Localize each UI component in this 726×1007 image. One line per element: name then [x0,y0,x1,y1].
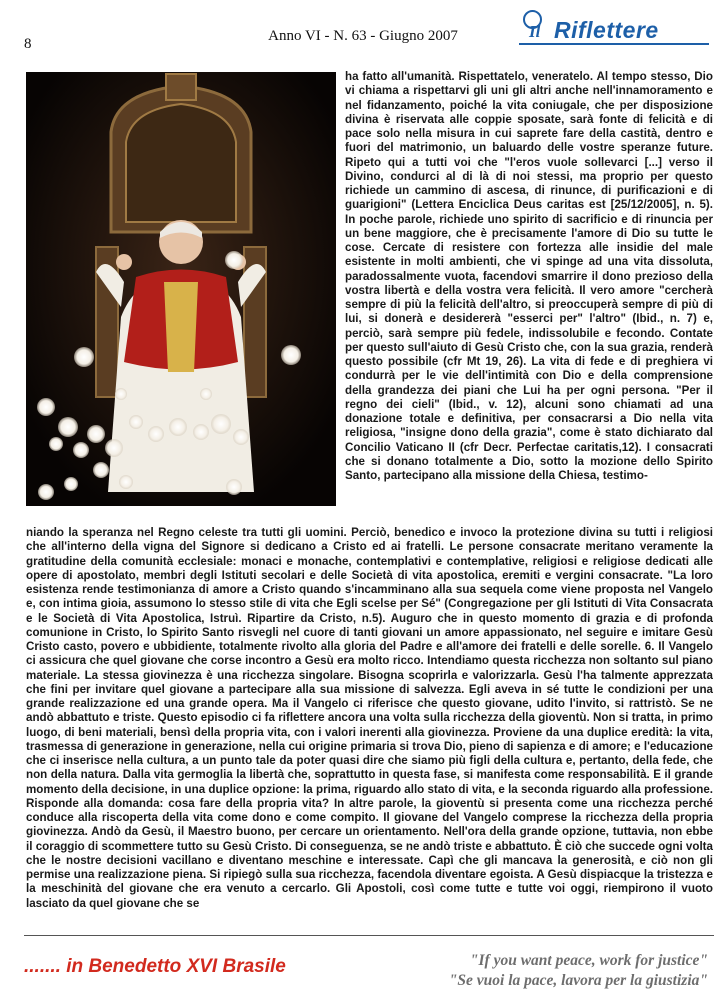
footer-title: ....... in Benedetto XVI Brasile [24,956,286,977]
masthead-name: Riflettere [554,17,659,43]
motto-italian: "Se vuoi la pace, lavora per la giustizia" [448,972,708,989]
page-number: 8 [24,36,32,52]
pope-photo [26,72,336,506]
masthead-underline [519,43,709,45]
article-paragraph-top: ha fatto all'umanità. Rispettatelo, veneratelo. Al tempo stesso, Dio vi chiama a rispettarvi gli uni gli altri anche nell'innamoramento e nel fidanzamento, poiché la vita coniugale, che per disposizione divina è riservata alle coppie sposate, sarà fonte di felicità e di pace solo nella misura in cui saprete fare della castità, dentro e fuori del matrimonio, un baluardo delle vostre speranze future. Ripeto qui a tutti voi che "l'eros vuole sollevarci [...] verso il Divino, condurci al di là di noi stessi, ma proprio per questo richiede un cammino di ascesa, di rinunce, di purificazioni e di guarigioni" (Lettera Enciclica Deus caritas est [25/12/2005], n. 5). In poche parole, richiede uno spirito di sacrificio e di rinuncia per un bene maggiore, che è precisamente l'amore di Dio su tutte le cose. Cercate di resistere con fortezza alle insidie del male esistente in molti ambienti, che vi spinge ad una vita dissoluta, paradossalmente vuota, facendovi smarrire il dono prezioso della vostra libertà e della vostra vera felicità. Il vero amore "cercherà sempre di più la felicità dell'altro, si preoccuperà sempre di più di lui, si donerà e desidererà "esserci per" l'altro" (Ibid., n. 7) e, perciò, sarà sempre più fedele, indissolubile e fecondo. Contate per questo sull'aiuto di Gesù Cristo che, con la sua grazia, renderà questo possibile (cfr Mt 19, 26). La vita di fede e di preghiera vi condurrà per le vie dell'intimità con Dio e della comprensione della grandezza dei piani che Lui ha per ogni persona. "Per il regno dei cieli" (Ibid., v. 12), alcuni sono chiamati ad una donazione totale e definitiva, per consacrarsi a Dio nella vita religiosa, "insigne dono della grazia", come è stato dichiarato dal Concilio Vaticano II (cfr Decr. Perfectae caritatis,12). I consacrati che si donano totalmente a Dio, sotto la mozione dello Spirito Santo, partecipano alla missione della Chiesa, testimo- [345,70,713,482]
masthead-logo [519,6,709,43]
motto-english: "If you want peace, work for justice" [469,952,708,969]
footer-divider [24,935,714,936]
pope-photo-illustration [26,72,336,506]
masthead-prefix: Il [529,22,541,41]
issue-info: Anno VI - N. 63 - Giugno 2007 [268,28,458,44]
article-column-bottom [26,526,713,911]
article-column-top [345,70,713,483]
article-paragraph-bottom: niando la speranza nel Regno celeste tra tutti gli uomini. Perciò, benedico e invoco la protezione divina su tutti i religiosi che all'interno della vigna del Signore si dedicano a Cristo ed ai fratelli. Le persone consacrate meritano veramente la gratitudine della comunità ecclesiale: monaci e monache, contemplativi e contemplative, religiosi e religiose dedicati alle opere di apostolato, membri degli Istituti secolari e delle Società di vita apostolica, eremiti e vergini consacrate. "La loro esistenza rende testimonianza di amore a Cristo quando s'incamminano alla sua sequela come viene proposta nel Vangelo e, con intima gioia, assumono lo stesso stile di vita che Egli scelse per Sé" (Congregazione per gli Istituti di Vita Consacrata e le Società di Vita Apostolica, Istruì. Ripartire da Cristo, n.5). Auguro che in questo momento di grazia e di profonda comunione in Cristo, lo Spirito Santo risvegli nel cuore di tanti giovani un amore appassionato, nel seguire e imitare Gesù Cristo casto, povero e ubbidiente, totalmente rivolto alla gloria del Padre e all'amore dei fratelli e delle sorelle. 6. Il Vangelo ci assicura che quel giovane che corse incontro a Gesù era molto ricco. Intendiamo questa ricchezza non soltanto sul piano materiale. La stessa giovinezza è una ricchezza singolare. Bisogna scoprirla e valorizzarla. Gesù l'ha talmente apprezzata che fini per invitare quel giovane a partecipare alla sua missione di salvezza. Egli aveva in sé tutte le condizioni per una grande realizzazione ed una grande opera. Ma il Vangelo ci riferisce che questo giovane, udito l'invito, si rattristò. Se ne andò abbattuto e triste. Questo episodio ci fa riflettere ancora una volta sulla ricchezza della gioventù. Non si tratta, in primo luogo, di beni materiali, bensì della propria vita, con i valori inerenti alla giovinezza. Proviene da una duplice eredità: la vita, trasmessa di generazione in generazione, nella cui origine primaria si trova Dio, pieno di sapienza e di amore; e l'educazione che ci inserisce nella cultura, a un punto tale da poter quasi dire che siamo più figli della cultura e, pertanto, della fede, che non della natura. Dalla vita germoglia la libertà che, soprattutto in questa fase, si manifesta come responsabilità. E il grande momento della decisione, in una duplice opzione: la prima, riguardo allo stato di vita, e la seconda riguardo alla professione. Risponde alla domanda: cosa fare della propria vita? In altre parole, la gioventù si presenta come una ricchezza perché conduce alla riscoperta della vita come dono e come compito. Il giovane del Vangelo comprese la ricchezza della propria giovinezza. Andò da Gesù, il Maestro buono, per cercare un orientamento. Nell'ora della grande opzione, tuttavia, non ebbe il coraggio di scommettere tutto su Gesù Cristo. Di conseguenza, se ne andò triste e abbattuto. È ciò che succede ogni volta che le nostre decisioni vacillano e diventano meschine e interessate. Capì che gli mancava la generosità, e ciò non gli permise una realizzazione piena. Si ripiegò sulla sua ricchezza, facendola diventare egoista. A Gesù dispiacque la tristezza e la meschinità del giovane che era venuto a cercarlo. Gli Apostoli, così come tutte e tutte voi oggi, riempirono il vuoto lasciato da quel giovane che se [26,526,713,910]
